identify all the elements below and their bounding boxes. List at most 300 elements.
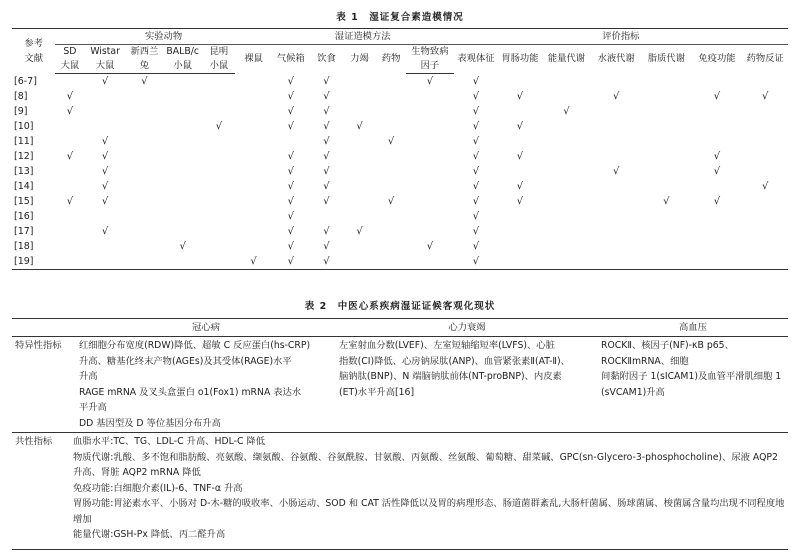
check-cell: √ bbox=[454, 254, 498, 270]
col-sd-2: 大鼠 bbox=[55, 59, 84, 74]
common-line: 能量代谢:GSH-Px 降低、丙二醛升高 bbox=[73, 529, 226, 540]
check-cell: √ bbox=[287, 75, 294, 87]
check-cell: √ bbox=[323, 121, 330, 132]
check-cell bbox=[376, 104, 406, 119]
check-cell bbox=[591, 194, 641, 209]
check-cell bbox=[742, 164, 788, 179]
check-cell bbox=[163, 254, 202, 270]
check-cell bbox=[163, 164, 202, 179]
common-line: 胃肠功能:胃泌素水平、小肠对 D-木-糖的吸收率、小肠运动、SOD 和 CAT 活性降低以及胃的病理形态、肠道菌群紊乱,大肠杆菌属、肠球菌属、梭菌属含量均出现不同程度地增加 bbox=[73, 498, 785, 525]
check-cell bbox=[376, 179, 406, 194]
check-cell bbox=[406, 209, 454, 224]
check-cell bbox=[498, 239, 541, 254]
check-cell bbox=[272, 134, 310, 149]
check-cell bbox=[202, 239, 235, 254]
check-cell: √ bbox=[287, 166, 294, 177]
check-cell bbox=[742, 209, 788, 224]
check-cell bbox=[692, 224, 743, 239]
check-cell bbox=[406, 89, 454, 104]
check-cell: √ bbox=[387, 136, 395, 147]
check-cell bbox=[163, 89, 202, 104]
check-cell bbox=[542, 119, 592, 134]
check-cell: √ bbox=[66, 196, 74, 207]
check-cell: √ bbox=[323, 151, 330, 162]
col-ref-header: 参考 文献 bbox=[12, 29, 55, 74]
check-cell bbox=[498, 209, 541, 224]
check-cell bbox=[376, 254, 406, 270]
check-cell bbox=[235, 89, 271, 104]
check-cell: √ bbox=[101, 76, 109, 87]
check-cell bbox=[55, 224, 84, 239]
check-cell bbox=[235, 74, 271, 90]
check-cell bbox=[376, 149, 406, 164]
check-cell bbox=[235, 149, 271, 164]
check-cell bbox=[343, 89, 376, 104]
check-cell bbox=[641, 224, 692, 239]
group-indicators-header: 评价指标 bbox=[454, 29, 788, 45]
check-cell bbox=[641, 89, 692, 104]
check-cell bbox=[591, 179, 641, 194]
check-cell bbox=[692, 104, 743, 119]
check-cell bbox=[376, 89, 406, 104]
col-diet: 饮食 bbox=[317, 53, 336, 65]
check-cell bbox=[542, 89, 592, 104]
check-cell bbox=[126, 119, 163, 134]
table1-caption: 表 1 湿证复合素造模情况 bbox=[336, 12, 464, 23]
check-cell bbox=[406, 179, 454, 194]
table2-caption: 表 2 中医心系疾病湿证证候客观化现状 bbox=[304, 301, 496, 312]
check-cell bbox=[202, 149, 235, 164]
group-methods-header: 湿证造模方法 bbox=[272, 29, 454, 45]
check-cell bbox=[84, 89, 125, 104]
check-cell: √ bbox=[472, 106, 480, 117]
specific-label: 特异性指标 bbox=[12, 337, 76, 433]
check-cell bbox=[542, 134, 592, 149]
t2-header-htn: 高血压 bbox=[598, 319, 788, 337]
check-cell bbox=[742, 149, 788, 164]
check-cell bbox=[591, 104, 641, 119]
check-cell: √ bbox=[516, 91, 524, 102]
check-cell bbox=[310, 209, 343, 224]
check-cell bbox=[542, 239, 592, 254]
check-cell: √ bbox=[101, 151, 109, 162]
table-row bbox=[12, 194, 788, 209]
check-cell: √ bbox=[323, 136, 330, 147]
col-ind-gi: 胃肠功能 bbox=[501, 53, 539, 65]
check-cell: √ bbox=[323, 196, 330, 207]
ref-cell: [15] bbox=[14, 196, 34, 207]
check-cell bbox=[542, 164, 592, 179]
check-cell bbox=[742, 119, 788, 134]
check-cell bbox=[406, 134, 454, 149]
table-row bbox=[12, 119, 788, 134]
check-cell bbox=[55, 254, 84, 270]
check-cell bbox=[591, 74, 641, 90]
table-row bbox=[12, 224, 788, 239]
ref-cell: [16] bbox=[14, 211, 34, 222]
check-cell bbox=[498, 254, 541, 270]
specific-htn: ROCKⅡ、核因子(NF)-κB p65、ROCKⅡmRNA、细胞 间黏附因子 1(sICAM1)及血管平滑肌细胞 1 (sVCAM1)升高 bbox=[598, 337, 788, 433]
check-cell bbox=[591, 149, 641, 164]
check-cell bbox=[202, 194, 235, 209]
t2-header-hf: 心力衰竭 bbox=[336, 319, 598, 337]
check-cell: √ bbox=[612, 91, 620, 102]
check-cell bbox=[542, 194, 592, 209]
check-cell: √ bbox=[323, 241, 330, 252]
check-cell bbox=[235, 224, 271, 239]
check-cell bbox=[591, 209, 641, 224]
col-climate: 气候箱 bbox=[276, 53, 305, 65]
check-cell: √ bbox=[101, 196, 109, 207]
table-row bbox=[12, 104, 788, 119]
check-cell bbox=[692, 209, 743, 224]
check-cell bbox=[55, 164, 84, 179]
check-cell bbox=[376, 119, 406, 134]
check-cell bbox=[343, 254, 376, 270]
check-cell bbox=[84, 104, 125, 119]
check-cell bbox=[235, 209, 271, 224]
check-cell bbox=[126, 179, 163, 194]
check-cell: √ bbox=[323, 75, 330, 87]
ref-cell: [18] bbox=[14, 241, 34, 252]
check-cell: √ bbox=[516, 181, 524, 192]
ref-cell: [11] bbox=[14, 136, 34, 147]
check-cell bbox=[202, 89, 235, 104]
col-ind-immune: 免疫功能 bbox=[698, 53, 736, 65]
ref-cell: [17] bbox=[14, 226, 34, 237]
specific-chd: 红细胞分布宽度(RDW)降低、超敏 C 反应蛋白(hs-CRP) 升高、糖基化终末产物(AGEs)及其受体(RAGE)水平 升高 RAGE mRNA 及叉头盒蛋白 o1(Fox1) mRNA 表达水 平升高 DD 基因型及 D 等位基因分布升高 bbox=[76, 337, 336, 433]
check-cell: √ bbox=[323, 181, 330, 192]
table2-objective-status bbox=[12, 318, 788, 550]
check-cell bbox=[235, 104, 271, 119]
check-cell: √ bbox=[387, 196, 395, 207]
check-cell: √ bbox=[761, 91, 769, 102]
check-cell bbox=[591, 224, 641, 239]
check-cell: √ bbox=[516, 196, 524, 207]
check-cell bbox=[692, 134, 743, 149]
check-cell bbox=[542, 209, 592, 224]
check-cell: √ bbox=[663, 196, 670, 207]
col-ind-lipid: 脂质代谢 bbox=[647, 53, 685, 65]
check-cell bbox=[742, 254, 788, 270]
check-cell: √ bbox=[101, 166, 109, 177]
check-cell bbox=[55, 74, 84, 90]
check-cell bbox=[641, 134, 692, 149]
check-cell bbox=[498, 104, 541, 119]
check-cell bbox=[542, 254, 592, 270]
check-cell: √ bbox=[713, 151, 721, 162]
check-cell bbox=[641, 119, 692, 134]
check-cell bbox=[742, 134, 788, 149]
table-row bbox=[12, 179, 788, 194]
check-cell bbox=[692, 179, 743, 194]
t2-header-chd: 冠心病 bbox=[76, 319, 336, 337]
check-cell bbox=[343, 164, 376, 179]
check-cell: √ bbox=[287, 241, 294, 252]
table-row bbox=[12, 149, 788, 164]
check-cell bbox=[126, 254, 163, 270]
check-cell: √ bbox=[310, 254, 343, 270]
common-line: 物质代谢:乳酸、多不饱和脂肪酸、亮氨酸、缬氨酸、谷氨酸、谷氨酰胺、甘氨酸、丙氨酸、丝氨酸、葡萄糖、甜菜碱、GPC(sn-Glycero-3-phosphocholine)、尿液 AQP2 升高、肾脏 AQP2 mRNA 降低 bbox=[73, 451, 778, 478]
check-cell: √ bbox=[472, 121, 480, 132]
common-line: 免疫功能:白细胞介素(IL)-6、TNF-α 升高 bbox=[73, 482, 243, 494]
check-cell: √ bbox=[272, 254, 310, 270]
check-cell: √ bbox=[179, 241, 186, 252]
check-cell bbox=[55, 239, 84, 254]
check-cell: √ bbox=[287, 151, 294, 162]
check-cell: √ bbox=[66, 106, 74, 117]
check-cell: √ bbox=[66, 91, 74, 102]
specific-hf: 左室射血分数(LVEF)、左室短轴缩短率(LVFS)、心脏 指数(CI)降低、心房钠尿肽(ANP)、血管紧张素Ⅱ(AT-Ⅱ)、 脑钠肽(BNP)、N 端脑钠肽前体(NT-proBNP)、内皮素 (ET)水平升高[16] bbox=[336, 337, 598, 433]
check-cell: √ bbox=[761, 181, 769, 192]
check-cell: √ bbox=[287, 121, 294, 132]
check-cell bbox=[163, 149, 202, 164]
check-cell bbox=[406, 254, 454, 270]
col-nz-2: 兔 bbox=[126, 59, 163, 74]
table-row bbox=[12, 74, 788, 90]
group-animals-header: 实验动物 bbox=[55, 29, 271, 45]
check-cell: √ bbox=[472, 91, 480, 102]
check-cell: √ bbox=[287, 226, 294, 237]
check-cell bbox=[202, 134, 235, 149]
ref-cell: [13] bbox=[14, 166, 34, 177]
col-ind-drug: 药物反证 bbox=[746, 53, 784, 65]
check-cell bbox=[202, 74, 235, 90]
check-cell: √ bbox=[287, 211, 294, 222]
check-cell bbox=[55, 209, 84, 224]
check-cell bbox=[692, 74, 743, 90]
check-cell bbox=[235, 164, 271, 179]
check-cell: √ bbox=[356, 226, 363, 237]
check-cell bbox=[163, 209, 202, 224]
col-labor: 力竭 bbox=[350, 53, 369, 65]
check-cell: √ bbox=[713, 166, 721, 177]
check-cell bbox=[591, 239, 641, 254]
check-cell bbox=[343, 74, 376, 90]
table-row bbox=[12, 254, 788, 270]
check-cell bbox=[641, 74, 692, 90]
check-cell bbox=[742, 239, 788, 254]
check-cell bbox=[202, 179, 235, 194]
check-cell: √ bbox=[323, 91, 330, 102]
check-cell bbox=[202, 224, 235, 239]
check-cell bbox=[742, 74, 788, 90]
check-cell bbox=[692, 254, 743, 270]
check-cell bbox=[742, 224, 788, 239]
col-km: 昆明 bbox=[209, 46, 229, 57]
check-cell bbox=[641, 149, 692, 164]
check-cell: √ bbox=[472, 75, 480, 87]
check-cell bbox=[163, 224, 202, 239]
check-cell bbox=[343, 134, 376, 149]
check-cell: √ bbox=[287, 106, 294, 117]
check-cell: √ bbox=[472, 211, 480, 222]
check-cell: √ bbox=[516, 151, 524, 162]
check-cell: √ bbox=[563, 106, 570, 117]
check-cell bbox=[542, 74, 592, 90]
col-bio: 生物致病 bbox=[411, 46, 449, 57]
check-cell bbox=[343, 239, 376, 254]
check-cell bbox=[84, 239, 125, 254]
check-cell bbox=[55, 119, 84, 134]
col-sd: SD bbox=[63, 46, 77, 57]
ref-cell: [6-7] bbox=[14, 75, 37, 87]
table-row bbox=[12, 209, 788, 224]
check-cell: √ bbox=[235, 254, 271, 270]
check-cell bbox=[126, 104, 163, 119]
col-ind-surface: 表观体征 bbox=[457, 53, 495, 65]
check-cell bbox=[126, 224, 163, 239]
check-cell: √ bbox=[472, 166, 480, 177]
col-ind-energy: 能量代谢 bbox=[547, 53, 586, 65]
col-balbc-2: 小鼠 bbox=[163, 59, 202, 74]
check-cell bbox=[235, 239, 271, 254]
check-cell bbox=[742, 194, 788, 209]
check-cell bbox=[376, 209, 406, 224]
col-ind-water: 水液代谢 bbox=[597, 53, 635, 65]
check-cell bbox=[126, 149, 163, 164]
check-cell bbox=[163, 194, 202, 209]
check-cell: √ bbox=[101, 226, 109, 237]
check-cell bbox=[55, 134, 84, 149]
check-cell bbox=[343, 149, 376, 164]
table1-body bbox=[12, 74, 788, 270]
table1-modeling-summary bbox=[12, 28, 788, 270]
check-cell: √ bbox=[141, 76, 148, 87]
check-cell bbox=[163, 104, 202, 119]
check-cell bbox=[641, 209, 692, 224]
check-cell: √ bbox=[426, 241, 434, 252]
col-drug: 药物 bbox=[381, 53, 401, 65]
check-cell: √ bbox=[472, 241, 480, 252]
common-indicators bbox=[12, 433, 788, 550]
check-cell: √ bbox=[516, 121, 524, 132]
ref-cell: [9] bbox=[14, 106, 28, 117]
check-cell bbox=[742, 104, 788, 119]
check-cell bbox=[692, 239, 743, 254]
ref-cell: [19] bbox=[12, 254, 55, 270]
check-cell: √ bbox=[101, 136, 109, 147]
check-cell bbox=[641, 254, 692, 270]
col-wistar-2: 大鼠 bbox=[84, 59, 125, 74]
check-cell: √ bbox=[472, 226, 480, 237]
col-nz: 新西兰 bbox=[130, 46, 159, 57]
check-cell bbox=[406, 194, 454, 209]
ref-cell: [12] bbox=[14, 151, 34, 162]
check-cell bbox=[498, 164, 541, 179]
check-cell bbox=[376, 239, 406, 254]
table-row bbox=[12, 134, 788, 149]
check-cell: √ bbox=[101, 181, 109, 192]
check-cell bbox=[126, 89, 163, 104]
check-cell bbox=[126, 134, 163, 149]
check-cell bbox=[542, 149, 592, 164]
check-cell: √ bbox=[472, 181, 480, 192]
check-cell bbox=[163, 74, 202, 90]
check-cell bbox=[163, 179, 202, 194]
check-cell: √ bbox=[287, 196, 294, 207]
t2-header-empty bbox=[12, 319, 76, 337]
check-cell bbox=[84, 209, 125, 224]
check-cell bbox=[343, 104, 376, 119]
check-cell: √ bbox=[287, 91, 294, 102]
check-cell bbox=[202, 104, 235, 119]
check-cell bbox=[591, 119, 641, 134]
check-cell bbox=[641, 179, 692, 194]
check-cell: √ bbox=[323, 226, 330, 237]
check-cell bbox=[376, 164, 406, 179]
check-cell bbox=[591, 134, 641, 149]
check-cell: √ bbox=[713, 91, 721, 102]
col-nude: 裸鼠 bbox=[244, 53, 263, 65]
check-cell bbox=[591, 254, 641, 270]
check-cell: √ bbox=[323, 106, 330, 117]
check-cell bbox=[343, 209, 376, 224]
check-cell bbox=[406, 149, 454, 164]
check-cell bbox=[498, 224, 541, 239]
ref-cell: [14] bbox=[14, 181, 34, 192]
check-cell bbox=[126, 164, 163, 179]
check-cell bbox=[55, 179, 84, 194]
check-cell bbox=[126, 194, 163, 209]
check-cell bbox=[641, 104, 692, 119]
check-cell: √ bbox=[612, 166, 620, 177]
common-line: 血脂水平:TC、TG、LDL-C 升高、HDL-C 降低 bbox=[73, 436, 266, 447]
check-cell bbox=[692, 119, 743, 134]
check-cell: √ bbox=[287, 181, 294, 192]
check-cell: √ bbox=[356, 121, 363, 132]
common-label: 共性指标 bbox=[15, 436, 53, 447]
check-cell bbox=[641, 164, 692, 179]
check-cell bbox=[202, 209, 235, 224]
check-cell: √ bbox=[426, 76, 434, 87]
check-cell: √ bbox=[472, 196, 480, 207]
check-cell bbox=[235, 134, 271, 149]
check-cell bbox=[84, 119, 125, 134]
check-cell: √ bbox=[323, 166, 330, 177]
check-cell bbox=[343, 179, 376, 194]
table-row bbox=[12, 89, 788, 104]
check-cell bbox=[542, 179, 592, 194]
check-cell: √ bbox=[472, 151, 480, 162]
check-cell: √ bbox=[215, 121, 223, 132]
check-cell bbox=[126, 209, 163, 224]
check-cell bbox=[126, 239, 163, 254]
check-cell bbox=[542, 224, 592, 239]
table-row bbox=[12, 239, 788, 254]
col-balbc: BALB/c bbox=[166, 46, 199, 57]
check-cell bbox=[406, 164, 454, 179]
col-bio-2: 因子 bbox=[406, 59, 454, 74]
check-cell bbox=[163, 119, 202, 134]
check-cell bbox=[376, 224, 406, 239]
check-cell bbox=[406, 119, 454, 134]
check-cell bbox=[235, 194, 271, 209]
check-cell bbox=[498, 74, 541, 90]
check-cell: √ bbox=[66, 151, 74, 162]
check-cell: √ bbox=[472, 136, 480, 147]
check-cell bbox=[343, 194, 376, 209]
check-cell bbox=[202, 254, 235, 270]
check-cell bbox=[235, 179, 271, 194]
ref-cell: [10] bbox=[14, 121, 34, 132]
check-cell bbox=[641, 239, 692, 254]
ref-cell: [8] bbox=[14, 91, 28, 102]
col-wistar: Wistar bbox=[90, 46, 120, 57]
check-cell bbox=[498, 134, 541, 149]
check-cell bbox=[406, 224, 454, 239]
table-row bbox=[12, 164, 788, 179]
